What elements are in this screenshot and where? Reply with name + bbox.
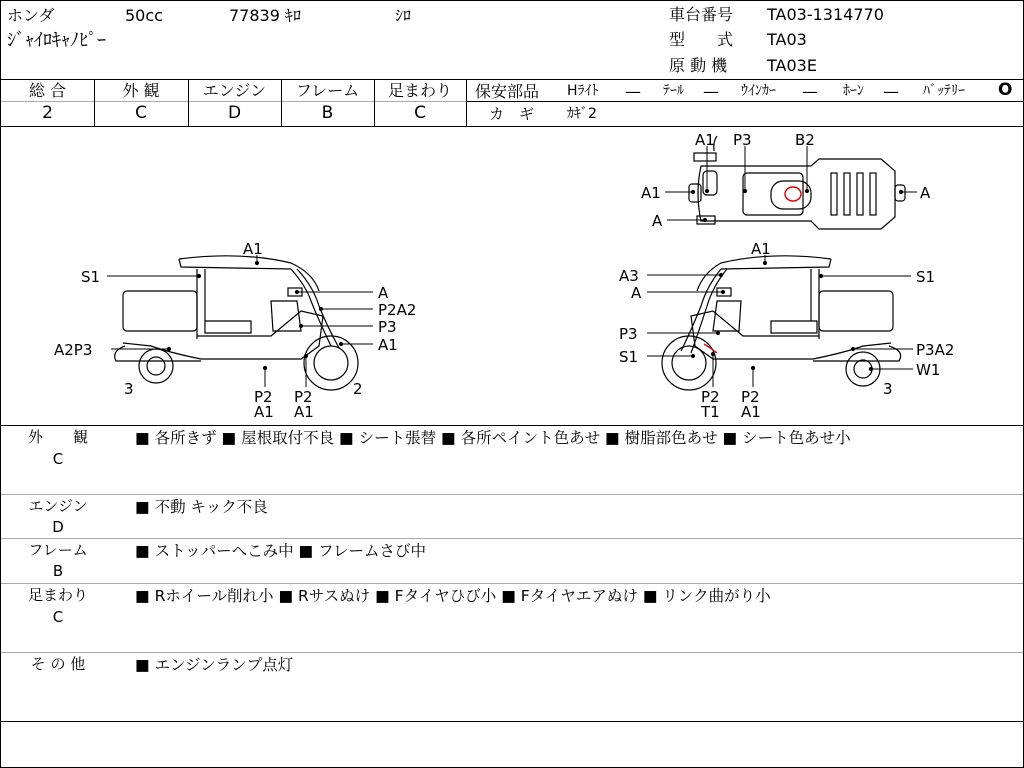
diagram-label: B2 <box>795 131 815 149</box>
diagram-label: P2 <box>741 388 760 406</box>
diagram-label: 2 <box>353 380 363 398</box>
grade-frame-label: フレーム <box>295 81 360 100</box>
diagram-label: P2 <box>294 388 313 406</box>
mileage: 77839 ｷﾛ <box>229 6 301 25</box>
diagram-label: 3 <box>883 380 893 398</box>
safety-battery-name: ﾊﾞｯﾃﾘｰ <box>923 83 965 99</box>
diagram-label: A1 <box>243 240 263 258</box>
note-frame-label: フレーム <box>28 541 88 559</box>
note-suspension-label: 足まわり <box>27 586 88 604</box>
color: ｼﾛ <box>395 6 412 25</box>
diagram-label: P3 <box>733 131 752 149</box>
grade-suspension-label: 足まわり <box>387 81 452 100</box>
safety-label: 保安部品 <box>475 82 540 101</box>
engine-value: TA03E <box>767 56 817 75</box>
key-label: カ ギ <box>489 105 535 123</box>
safety-tail-value: — <box>703 82 719 101</box>
diagram-label: A <box>378 284 389 302</box>
grade-engine-label: エンジン <box>202 81 267 100</box>
diagram-label: A1 <box>254 403 274 421</box>
note-other-text: ■ エンジンランプ点灯 <box>135 656 294 674</box>
key-value: ｶｷﾞ2 <box>567 106 597 122</box>
note-frame-grade: B <box>52 562 64 580</box>
grade-engine-value: D <box>227 103 242 123</box>
diagram-label: A1 <box>695 131 715 149</box>
diagram-label: A <box>631 284 642 302</box>
diagram-label: A3 <box>619 267 639 285</box>
safety-battery-value: O <box>998 80 1013 100</box>
safety-horn-value: — <box>883 82 899 101</box>
diagram-label: P2A2 <box>378 301 417 319</box>
note-exterior-label: 外 観 <box>27 428 88 446</box>
note-other-label: そ の 他 <box>30 655 86 673</box>
safety-headlight-name: Hﾗｲﾄ <box>567 83 599 99</box>
safety-headlight-value: — <box>625 82 641 101</box>
diagram-label: A1 <box>641 184 661 202</box>
note-suspension-text: ■ Rホイール削れ小 ■ Rサスぬけ ■ Fタイヤひび小 ■ Fタイヤエアぬけ ■ リンク曲がり小 <box>135 587 771 605</box>
engine-label: 原 動 機 <box>669 56 728 75</box>
frame-no: TA03-1314770 <box>767 5 884 24</box>
note-suspension-grade: C <box>52 608 64 626</box>
diagram-label: A2P3 <box>54 341 93 359</box>
grade-overall-value: 2 <box>42 103 53 123</box>
diagram-label: P3 <box>619 325 638 343</box>
type-label: 型 式 <box>669 30 734 49</box>
diagram-label: A1 <box>294 403 314 421</box>
grade-exterior-value: C <box>135 103 147 123</box>
maker: ホンダ <box>7 6 55 25</box>
damage-diagram <box>1 127 1023 425</box>
grade-exterior-label: 外 観 <box>122 81 160 100</box>
diagram-label: W1 <box>916 361 941 379</box>
note-exterior-text: ■ 各所きず ■ 屋根取付不良 ■ シート張替 ■ 各所ペイント色あせ ■ 樹脂部色あせ ■ シート色あせ小 <box>135 429 851 447</box>
diagram-label: T1 <box>701 403 720 421</box>
grade-overall-label: 総 合 <box>28 81 67 100</box>
note-frame-text: ■ ストッパーへこみ中 ■ フレームさび中 <box>135 542 426 560</box>
grade-suspension-value: C <box>414 103 426 123</box>
safety-winker-value: — <box>802 82 818 101</box>
note-engine-label: エンジン <box>28 497 88 515</box>
type-value: TA03 <box>767 30 807 49</box>
safety-tail-name: ﾃｰﾙ <box>663 83 684 99</box>
displacement: 50cc <box>125 6 163 25</box>
grade-frame-value: B <box>321 103 334 123</box>
diagram-label: A <box>652 212 663 230</box>
diagram-label: P3A2 <box>916 341 955 359</box>
diagram-label: S1 <box>916 268 936 286</box>
diagram-label: A1 <box>378 336 398 354</box>
safety-winker-name: ｳｲﾝｶｰ <box>741 83 776 99</box>
frame-no-label: 車台番号 <box>669 5 734 24</box>
diagram-label: 3 <box>124 380 134 398</box>
note-exterior-grade: C <box>52 450 64 468</box>
note-engine-text: ■ 不動 キック不良 <box>135 498 268 516</box>
note-engine-grade: D <box>52 518 64 536</box>
safety-horn-name: ﾎｰﾝ <box>843 83 864 99</box>
diagram-label: P3 <box>378 318 397 336</box>
diagram-label: P2 <box>254 388 273 406</box>
diagram-label: S1 <box>619 348 639 366</box>
diagram-label: A1 <box>751 240 771 258</box>
diagram-label: S1 <box>81 268 101 286</box>
diagram-label: A1 <box>741 403 761 421</box>
diagram-label: A <box>920 184 931 202</box>
model-name: ｼﾞｬｲﾛｷｬﾉﾋﾟｰ <box>7 30 106 51</box>
diagram-label: P2 <box>701 388 720 406</box>
